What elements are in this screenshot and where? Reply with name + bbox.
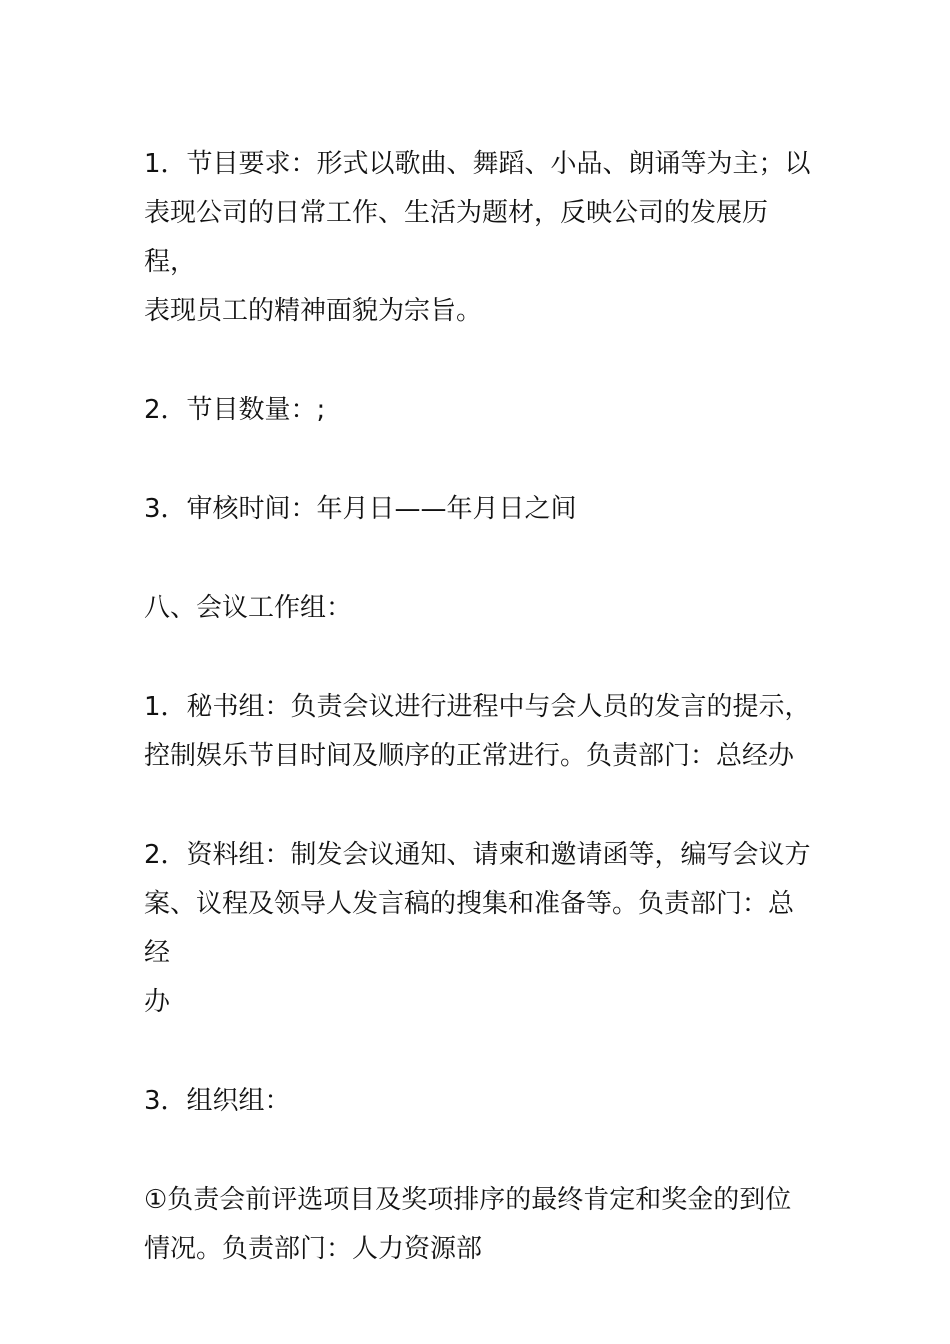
- paragraph-materials-group: 2．资料组：制发会议通知、请柬和邀请函等，编写会议方 案、议程及领导人发言稿的搜集和准备等。负责部门：总经 办: [144, 840, 811, 1017]
- paragraph-program-requirements: 1．节目要求：形式以歌曲、舞蹈、小品、朗诵等为主；以 表现公司的日常工作、生活为题材，反映公司的发展历程， 表现员工的精神面貌为宗旨。: [144, 149, 811, 326]
- paragraph-review-time: 3．审核时间：年月日——年月日之间: [144, 494, 577, 524]
- paragraph-organization-item-1: ①负责会前评选项目及奖项排序的最终肯定和奖金的到位 情况。负责部门：人力资源部: [144, 1185, 792, 1264]
- paragraph-organization-group: 3．组织组：: [144, 1086, 291, 1116]
- paragraph-secretary-group: 1．秘书组：负责会议进行进程中与会人员的发言的提示， 控制娱乐节目时间及顺序的正常进行。负责部门：总经办: [144, 692, 811, 771]
- paragraph-program-count: 2．节目数量：;: [144, 395, 326, 425]
- document-body: [144, 140, 816, 1324]
- section-heading-work-groups: 八、会议工作组：: [144, 593, 353, 623]
